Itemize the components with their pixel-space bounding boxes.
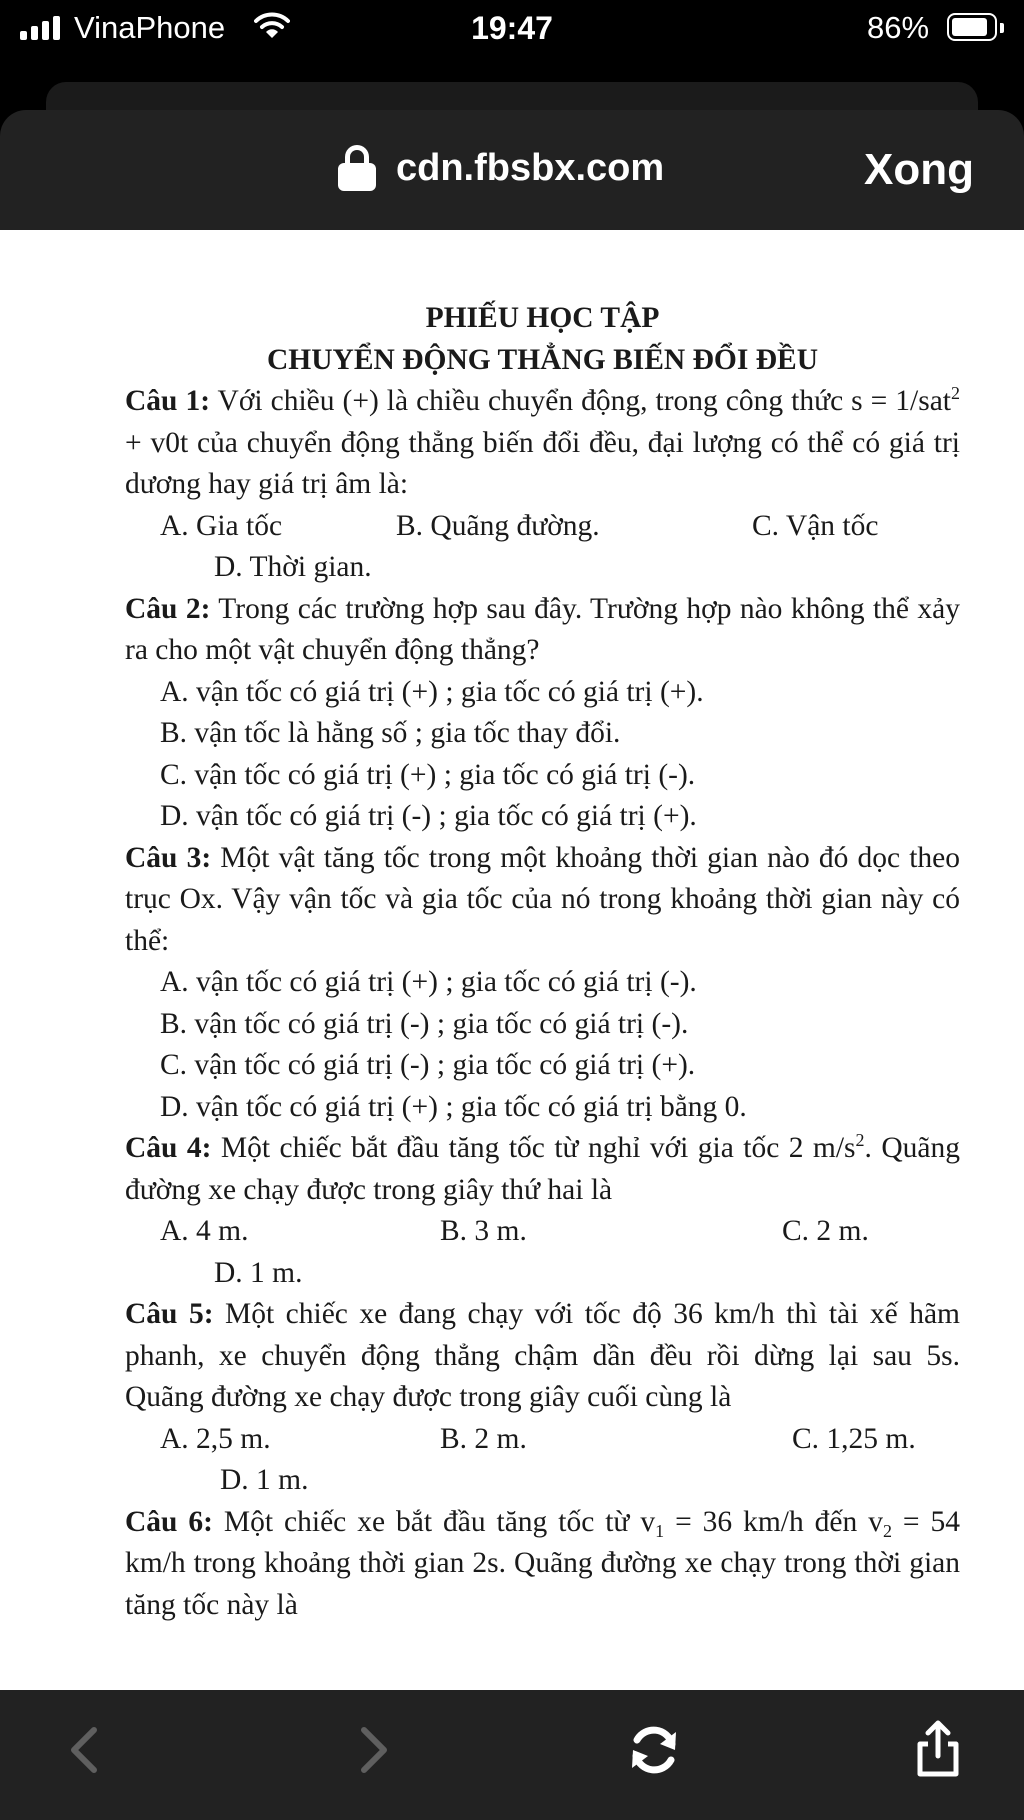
question-3 [125,838,960,963]
option-c: C. 2 m. [782,1215,869,1247]
battery-icon [947,13,997,41]
document-viewer[interactable] [0,230,1024,1690]
question-text: Một chiếc xe bắt đầu tăng tốc từ v [212,1505,656,1538]
option-b: B. Quãng đường. [396,509,600,542]
options-row [125,1419,960,1461]
option-b: B. vận tốc là hằng số ; gia tốc thay đổi. [160,717,621,749]
forward-icon[interactable] [332,1710,412,1790]
question-text: + v0t của chuyển động thẳng biến đổi đều, đại lượng có thể có giá trị dương hay giá trị âm là: [125,426,960,500]
question-label: Câu 6: [125,1505,213,1538]
question-text: Một chiếc bắt đầu tăng tốc từ nghỉ với gia tốc 2 m/s [211,1132,856,1164]
bottom-toolbar [0,1690,1024,1820]
option-d: D. 1 m. [220,1464,309,1496]
question-text: = 54 km/h trong khoảng thời gian 2s. Quãng đường xe chạy trong thời gian tăng tốc này là [125,1505,960,1621]
battery-percent: 86% [867,10,930,45]
option-b: B. 3 m. [440,1215,527,1247]
option-d: D. vận tốc có giá trị (+) ; gia tốc có giá trị bằng 0. [160,1090,747,1123]
option-a: A. Gia tốc [160,509,283,542]
option-d: D. vận tốc có giá trị (-) ; gia tốc có giá trị (+). [160,800,697,832]
options-row [125,1211,960,1253]
carrier-name: VinaPhone [74,10,226,45]
refresh-icon[interactable] [614,1710,694,1790]
question-5 [125,1294,960,1419]
question-text: Trong các trường hợp sau đây. Trường hợp nào không thể xảy ra cho một vật chuyển động thẳng? [125,592,960,666]
question-label: Câu 3: [125,841,212,874]
question-2 [125,589,960,672]
option-c: C. 1,25 m. [792,1422,916,1455]
subscript: 1 [655,1520,665,1541]
question-label: Câu 4: [125,1132,212,1164]
option-c: C. Vận tốc [752,509,879,542]
superscript: 2 [951,383,960,403]
back-icon[interactable] [46,1710,126,1790]
options-row [125,506,960,548]
question-label: Câu 2: [125,592,211,625]
option-a: A. 4 m. [160,1215,249,1247]
lock-icon [338,145,376,191]
option-b: B. vận tốc có giá trị (-) ; gia tốc có giá trị (-). [160,1007,689,1040]
worksheet [125,298,960,1626]
option-c: C. vận tốc có giá trị (-) ; gia tốc có giá trị (+). [160,1049,696,1081]
browser-header [0,110,1024,230]
question-label: Câu 1: [125,385,211,417]
subscript: 2 [882,1520,892,1541]
status-time: 19:47 [471,10,553,46]
option-d: D. 1 m. [214,1256,303,1289]
question-text: Với chiều (+) là chiều chuyển động, trong công thức s = 1/sat [210,385,951,417]
battery-level-fill [952,18,987,36]
question-4 [125,1128,960,1211]
question-1 [125,381,960,506]
question-text: Một vật tăng tốc trong một khoảng thời gian nào đó dọc theo trục Ox. Vậy vận tốc và gia tốc của nó trong khoảng thời gian này có thể: [125,841,960,957]
option-a: A. 2,5 m. [160,1422,271,1455]
url-text: cdn.fbsbx.com [396,147,665,189]
worksheet-title: PHIẾU HỌC TẬP [425,302,660,334]
done-button[interactable]: Xong [864,145,974,194]
question-text: = 36 km/h đến v [664,1505,883,1538]
share-icon[interactable] [898,1710,978,1790]
option-c: C. vận tốc có giá trị (+) ; gia tốc có giá trị (-). [160,758,696,791]
question-6 [125,1502,960,1627]
status-bar [0,0,1024,60]
option-a: A. vận tốc có giá trị (+) ; gia tốc có giá trị (-). [160,966,697,998]
address-bar[interactable] [338,145,664,191]
question-text: Một chiếc xe đang chạy với tốc độ 36 km/h thì tài xế hãm phanh, xe chuyển động thẳng chậm dần đều rồi dừng lại sau 5s. Quãng đường xe chạy được trong giây cuối cùng là [125,1298,960,1413]
worksheet-subtitle: CHUYỂN ĐỘNG THẲNG BIẾN ĐỔI ĐỀU [266,343,818,376]
question-text: . Quãng đường xe chạy được trong giây thứ hai là [125,1132,960,1206]
superscript: 2 [855,1130,865,1150]
question-label: Câu 5: [125,1298,214,1330]
option-b: B. 2 m. [440,1422,527,1455]
option-a: A. vận tốc có giá trị (+) ; gia tốc có giá trị (+). [160,675,704,708]
option-d: D. Thời gian. [214,551,372,583]
